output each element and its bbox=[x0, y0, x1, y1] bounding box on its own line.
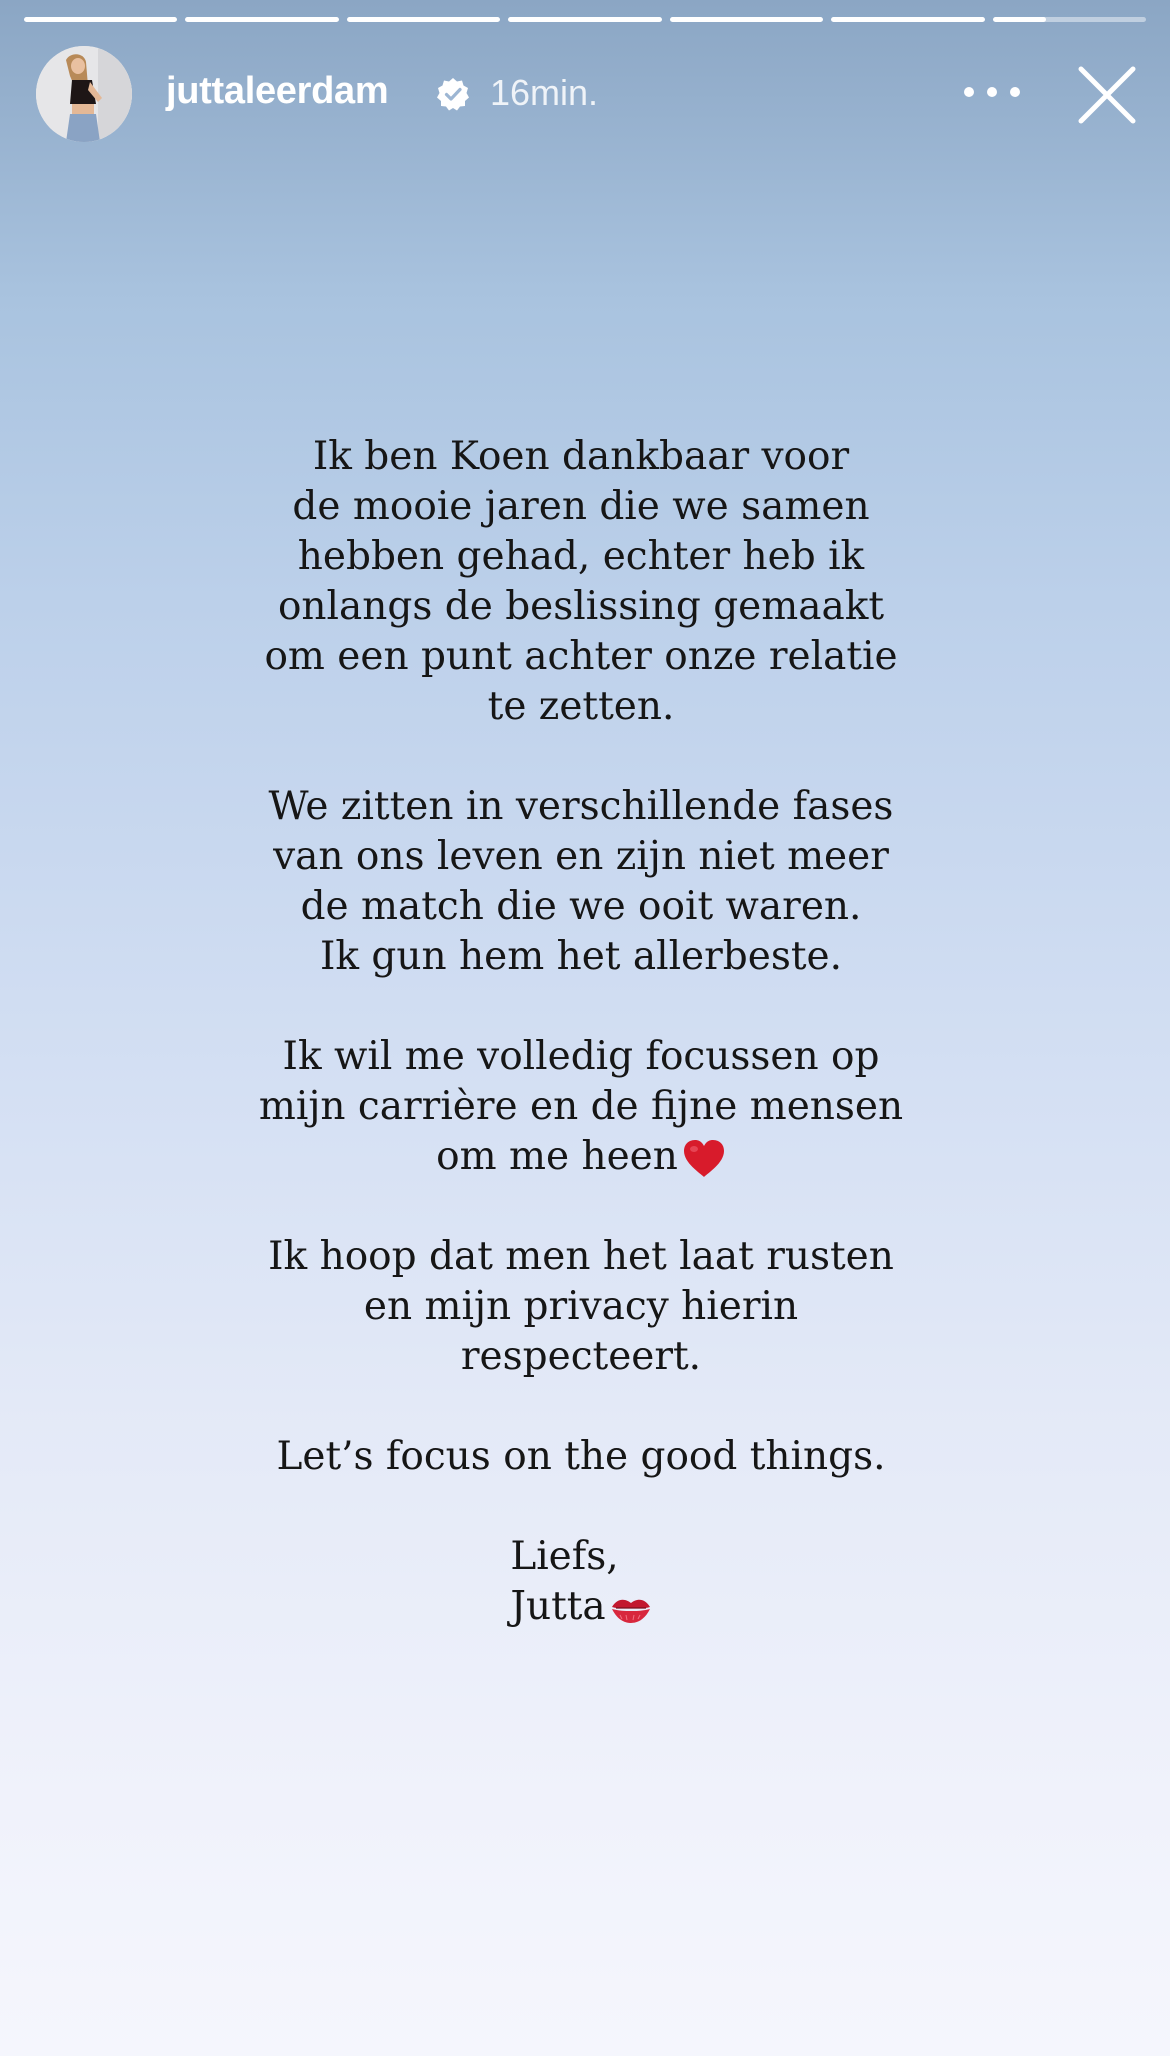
text-line: Let’s focus on the good things. bbox=[276, 1434, 886, 1479]
text-line: de mooie jaren die we samen bbox=[292, 484, 870, 529]
progress-segment bbox=[347, 17, 500, 22]
text-line: om me heen bbox=[436, 1134, 678, 1179]
text-line: Ik wil me volledig focussen op bbox=[282, 1034, 880, 1079]
progress-segment bbox=[831, 17, 984, 22]
progress-fill bbox=[831, 17, 984, 22]
text-line: Ik hoop dat men het laat rusten bbox=[268, 1234, 894, 1279]
progress-segment bbox=[670, 17, 823, 22]
signoff-name-line bbox=[510, 1582, 651, 1632]
more-options-icon[interactable] bbox=[964, 72, 1020, 112]
paragraph bbox=[0, 1232, 1162, 1382]
paragraph bbox=[0, 1032, 1162, 1182]
text-line: Ik gun hem het allerbeste. bbox=[319, 934, 842, 979]
text-line: en mijn privacy hierin bbox=[363, 1284, 799, 1329]
signoff-name: Jutta bbox=[510, 1584, 606, 1629]
red-heart-icon bbox=[682, 1139, 726, 1179]
text-line: om een punt achter onze relatie bbox=[264, 634, 898, 679]
dot bbox=[987, 87, 997, 97]
text-line: de match die we ooit waren. bbox=[300, 884, 862, 929]
dot bbox=[1010, 87, 1020, 97]
verified-badge-icon bbox=[436, 77, 470, 111]
text-line: respecteert. bbox=[460, 1334, 702, 1379]
signoff bbox=[510, 1532, 651, 1632]
progress-fill bbox=[670, 17, 823, 22]
progress-fill bbox=[347, 17, 500, 22]
text-line: van ons leven en zijn niet meer bbox=[273, 834, 889, 879]
close-icon[interactable] bbox=[1076, 64, 1138, 126]
progress-fill bbox=[185, 17, 338, 22]
avatar-image bbox=[36, 46, 132, 142]
story-text bbox=[0, 432, 1162, 1632]
post-time: 16min. bbox=[490, 72, 599, 113]
kiss-mark-icon bbox=[610, 1593, 652, 1625]
text-line: hebben gehad, echter heb ik bbox=[297, 534, 865, 579]
story-header bbox=[36, 46, 1146, 142]
story-progress-bar bbox=[24, 17, 1146, 22]
username[interactable]: juttaleerdam bbox=[166, 70, 389, 112]
progress-segment bbox=[185, 17, 338, 22]
progress-segment bbox=[993, 17, 1146, 22]
text-line: onlangs de beslissing gemaakt bbox=[277, 584, 885, 629]
progress-segment bbox=[24, 17, 177, 22]
signoff-greeting: Liefs, bbox=[510, 1534, 619, 1579]
progress-fill bbox=[508, 17, 661, 22]
text-line: Ik ben Koen dankbaar voor bbox=[312, 434, 850, 479]
text-line: We zitten in verschillende fases bbox=[268, 784, 894, 829]
text-line: mijn carrière en de fijne mensen bbox=[258, 1084, 904, 1129]
progress-fill bbox=[993, 17, 1047, 22]
avatar[interactable] bbox=[36, 46, 132, 142]
paragraph bbox=[0, 1432, 1162, 1482]
paragraph bbox=[0, 432, 1162, 732]
progress-segment bbox=[508, 17, 661, 22]
text-line: te zetten. bbox=[487, 684, 675, 729]
text-line-with-heart bbox=[0, 1132, 1162, 1182]
paragraph bbox=[0, 782, 1162, 982]
progress-fill bbox=[24, 17, 177, 22]
dot bbox=[964, 87, 974, 97]
